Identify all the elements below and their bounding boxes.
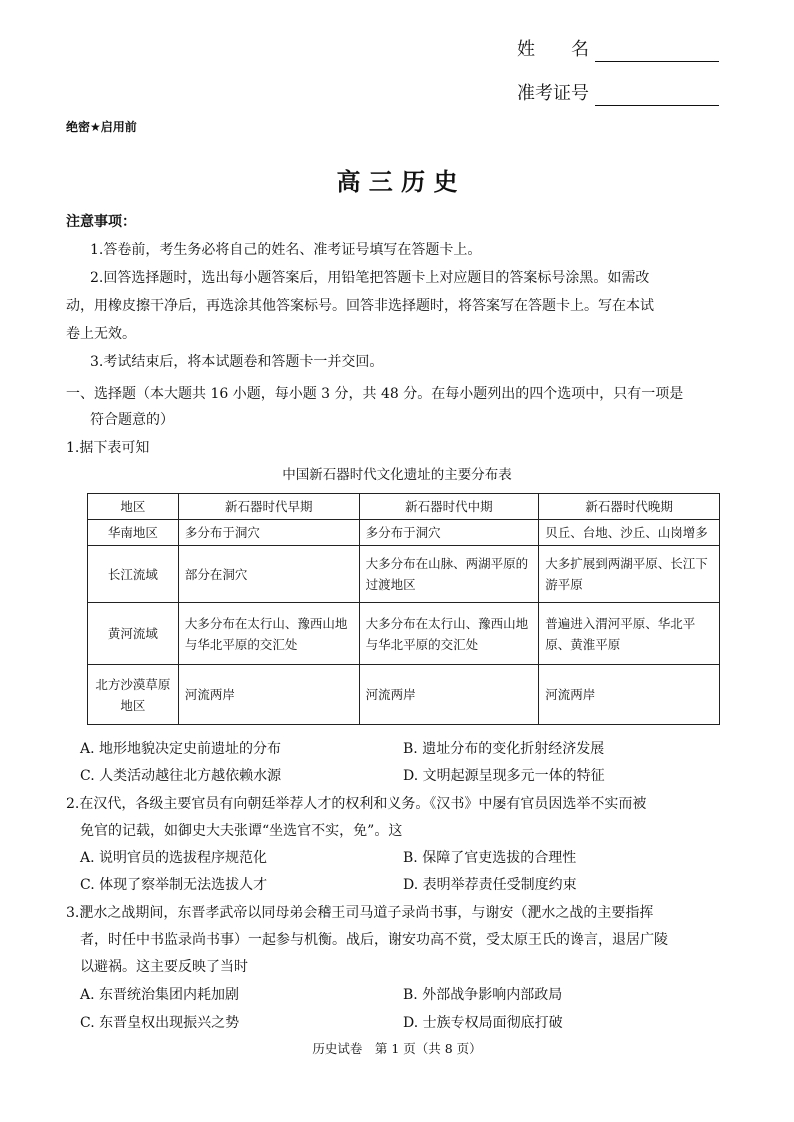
page-footer: 历史试卷 第 1 页（共 8 页） (312, 1041, 482, 1056)
section-heading: 一、选择题（本大题共 16 小题，每小题 3 分，共 48 分。在每小题列出的四个选项中，只有一项是 (66, 386, 684, 402)
table-header-row (88, 494, 720, 520)
table-cell: 多分布于洞穴 (178, 520, 359, 546)
table-cell: 大多分布在太行山、豫西山地与华北平原的交汇处 (178, 603, 359, 665)
q1-stem: 1.据下表可知 (66, 440, 150, 456)
q2-stem: 2.在汉代，各级主要官员有向朝廷举荐人才的权利和义务。《汉书》中屡有官员因选举不实而被 (66, 796, 647, 812)
table-cell: 河流两岸 (539, 665, 720, 725)
table-cell-region: 黄河流域 (88, 603, 179, 665)
table-row (88, 520, 720, 546)
table-cell: 大多扩展到两湖平原、长江下游平原 (539, 546, 720, 603)
table-header-cell: 地区 (88, 494, 179, 520)
q1-option-d: D. 文明起源呈现多元一体的特征 (403, 768, 605, 784)
table-cell-region: 北方沙漠草原地区 (88, 665, 179, 725)
q2-option-a: A. 说明官员的选拔程序规范化 (80, 850, 268, 866)
notice-item-2-cont: 动，用橡皮擦干净后，再选涂其他答案标号。回答非选择题时，将答案写在答题卡上。写在本试 (66, 298, 654, 314)
name-label: 姓 名 (517, 39, 589, 60)
table-cell: 多分布于洞穴 (359, 520, 539, 546)
table-row (88, 546, 720, 603)
q2-option-c: C. 体现了察举制无法选拔人才 (80, 877, 268, 893)
table-cell: 部分在洞穴 (178, 546, 359, 603)
name-blank[interactable] (595, 43, 719, 62)
q3-stem-cont: 者，时任中书监录尚书事）一起参与机衡。战后，谢安功高不赏，受太原王氏的谗言，退居广陵 (80, 932, 668, 948)
table-cell: 大多分布在太行山、豫西山地与华北平原的交汇处 (359, 603, 539, 665)
table-cell: 贝丘、台地、沙丘、山岗增多 (539, 520, 720, 546)
q1-option-b: B. 遗址分布的变化折射经济发展 (403, 741, 605, 757)
q2-stem-cont: 免官的记载，如御史大夫张谭“坐选官不实，免”。这 (80, 823, 403, 839)
exam-id-label: 准考证号 (517, 83, 589, 104)
section-heading-cont: 符合题意的） (90, 412, 174, 428)
q3-option-c: C. 东晋皇权出现振兴之势 (80, 1015, 240, 1031)
table-cell-region: 长江流域 (88, 546, 179, 603)
q3-option-b: B. 外部战争影响内部政局 (403, 987, 563, 1003)
notice-item-2: 2.回答选择题时，选出每小题答案后，用铅笔把答题卡上对应题目的答案标号涂黑。如需改 (90, 270, 650, 286)
table-cell: 河流两岸 (359, 665, 539, 725)
notice-item-3: 3.考试结束后，将本试题卷和答题卡一并交回。 (90, 354, 384, 370)
notice-heading: 注意事项： (66, 214, 136, 230)
q3-stem: 3.淝水之战期间，东晋孝武帝以同母弟会稽王司马道子录尚书事，与谢安（淝水之战的主要指挥 (66, 905, 654, 921)
q1-option-c: C. 人类活动越往北方越依赖水源 (80, 768, 282, 784)
q3-option-a: A. 东晋统治集团内耗加剧 (80, 987, 240, 1003)
table-header-cell: 新石器时代晚期 (539, 494, 720, 520)
name-field-row (517, 38, 719, 62)
distribution-table (87, 493, 720, 725)
q3-stem-end: 以避祸。这主要反映了当时 (80, 959, 248, 975)
table-header-cell: 新石器时代中期 (359, 494, 539, 520)
table-header-cell: 新石器时代早期 (178, 494, 359, 520)
q2-option-b: B. 保障了官吏选拔的合理性 (403, 850, 577, 866)
q1-option-a: A. 地形地貌决定史前遗址的分布 (80, 741, 282, 757)
exam-id-field-row (517, 82, 719, 106)
table-row (88, 603, 720, 665)
q3-option-d: D. 士族专权局面彻底打破 (403, 1015, 563, 1031)
table-cell: 大多分布在山脉、两湖平原的过渡地区 (359, 546, 539, 603)
q1-table-title: 中国新石器时代文化遗址的主要分布表 (282, 467, 512, 483)
page-title: 高 三 历 史 (336, 168, 458, 196)
secret-mark: 绝密★启用前 (66, 120, 137, 134)
exam-id-blank[interactable] (595, 87, 719, 106)
table-cell-region: 华南地区 (88, 520, 179, 546)
table-row (88, 665, 720, 725)
q2-option-d: D. 表明举荐责任受制度约束 (403, 877, 577, 893)
table-cell: 河流两岸 (178, 665, 359, 725)
table-cell: 普遍进入渭河平原、华北平原、黄淮平原 (539, 603, 720, 665)
notice-item-2-end: 卷上无效。 (66, 326, 136, 342)
notice-item-1: 1.答卷前，考生务必将自己的姓名、准考证号填写在答题卡上。 (90, 242, 482, 258)
